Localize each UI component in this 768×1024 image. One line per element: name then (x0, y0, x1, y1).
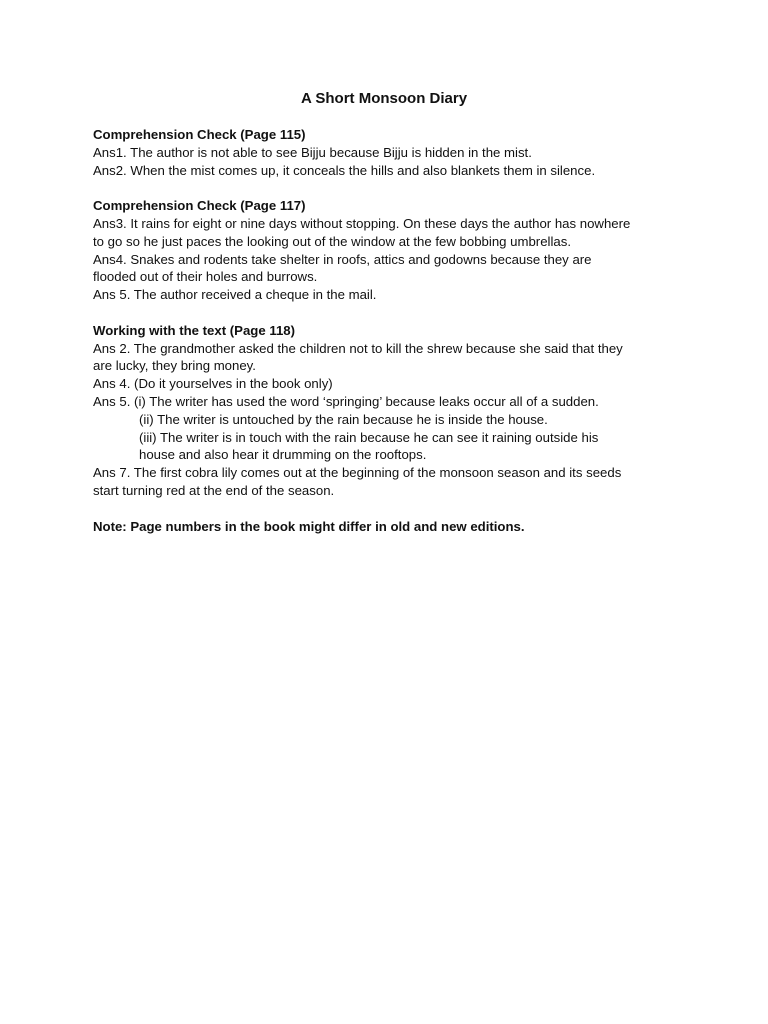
answer-line: to go so he just paces the looking out of the window at the few bobbing umbrellas. (93, 233, 571, 249)
section-working-with-text-118 (93, 322, 683, 500)
answer-subline: (iii) The writer is in touch with the rain because he can see it raining outside his (139, 429, 599, 445)
answer-line: Ans2. When the mist comes up, it conceals the hills and also blankets them in silence. (93, 162, 596, 178)
answer-line: Ans3. It rains for eight or nine days without stopping. On these days the author has nowhere (93, 215, 631, 231)
answer-line: Ans1. The author is not able to see Bijju because Bijju is hidden in the mist. (93, 144, 532, 160)
section-heading: Working with the text (Page 118) (93, 322, 296, 338)
answer-line: Ans 7. The first cobra lily comes out at the beginning of the monsoon season and its seeds (93, 465, 622, 481)
answer-line: are lucky, they bring money. (93, 358, 256, 374)
answer-line: Ans 4. (Do it yourselves in the book only) (93, 376, 333, 392)
section-comprehension-check-117 (93, 197, 683, 304)
answer-subline: house and also hear it drumming on the rooftops. (139, 447, 427, 463)
answer-line: Ans4. Snakes and rodents take shelter in roofs, attics and godowns because they are (93, 251, 592, 267)
answer-line: flooded out of their holes and burrows. (93, 269, 318, 285)
answer-line: Ans 5. (i) The writer has used the word ‘springing’ because leaks occur all of a sudden. (93, 393, 599, 409)
document-title: A Short Monsoon Diary (300, 90, 468, 107)
document-body (93, 126, 683, 535)
section-comprehension-check-115 (93, 126, 683, 179)
answer-subline: (ii) The writer is untouched by the rain because he is inside the house. (139, 411, 548, 427)
answer-line: Ans 2. The grandmother asked the children not to kill the shrew because she said that they (93, 340, 623, 356)
answer-line: start turning red at the end of the season. (93, 482, 335, 498)
edition-note: Note: Page numbers in the book might differ in old and new editions. (93, 518, 525, 534)
section-heading: Comprehension Check (Page 115) (93, 127, 306, 142)
answer-line: Ans 5. The author received a cheque in the mail. (93, 287, 377, 303)
section-heading: Comprehension Check (Page 117) (93, 198, 306, 214)
